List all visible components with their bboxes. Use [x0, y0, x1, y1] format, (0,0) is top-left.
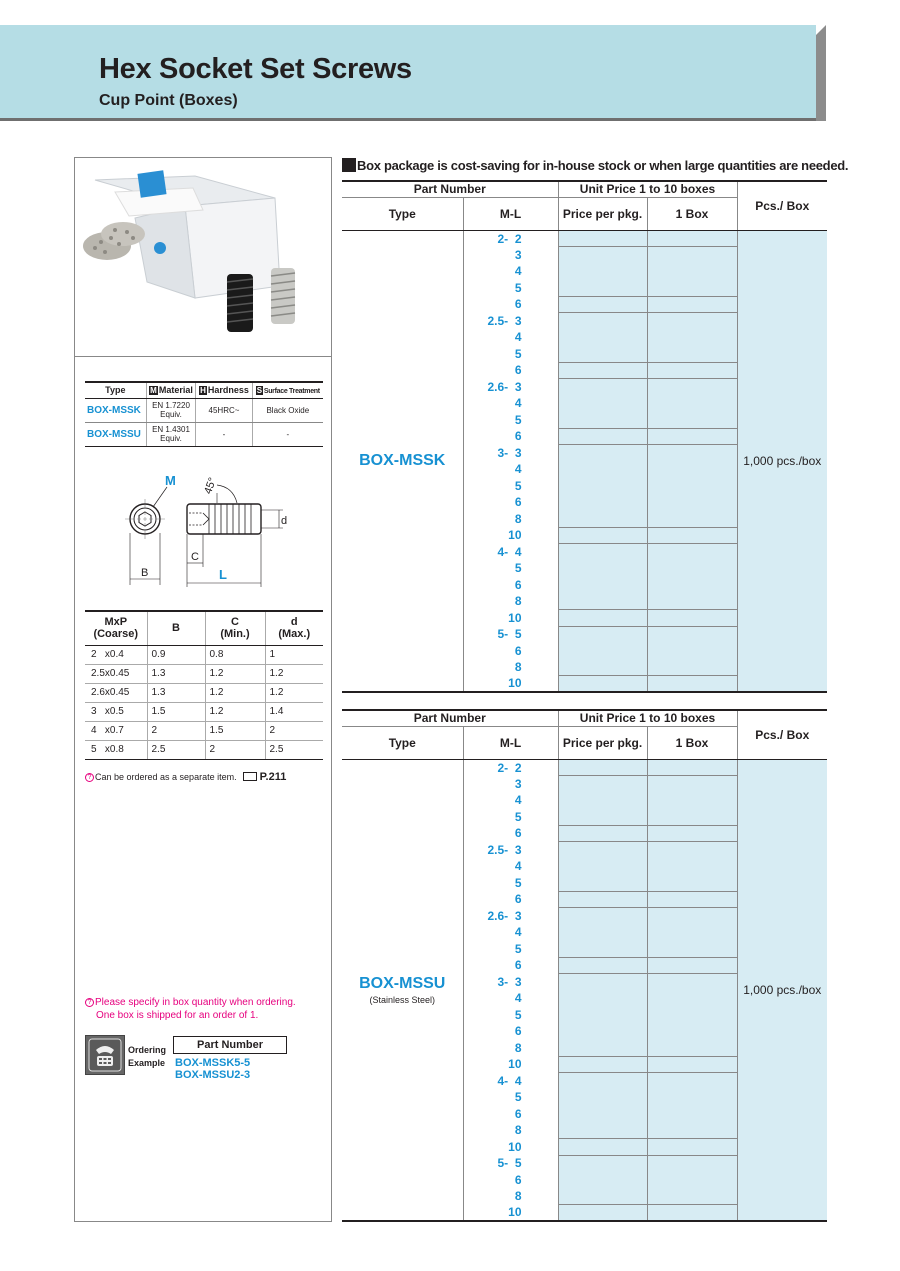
ml-value: 6	[463, 643, 558, 660]
dim-header-b: B	[147, 611, 205, 645]
spec-surface: Black Oxide	[252, 398, 323, 422]
one-box-price-cell	[647, 527, 737, 544]
ml-value: 5	[463, 1089, 558, 1106]
ml-value: 8	[463, 511, 558, 528]
dim-row: 5 x0.8 2.5 2 2.5	[85, 740, 323, 759]
price-per-pkg-cell	[558, 891, 647, 908]
spec-hardness: 45HRC~	[196, 398, 252, 422]
spec-row	[85, 398, 323, 422]
ml-value: 6	[463, 296, 558, 313]
ml-value: 6	[463, 1023, 558, 1040]
one-box-price-cell	[647, 776, 737, 826]
one-box-price-cell	[647, 1139, 737, 1156]
one-box-price-cell	[647, 362, 737, 379]
one-box-price-cell	[647, 428, 737, 445]
ml-value: 4	[463, 858, 558, 875]
price-per-pkg-cell	[558, 428, 647, 445]
ml-value: 4- 4	[463, 1073, 558, 1090]
phone-icon	[85, 1035, 125, 1075]
dim-row: 3 x0.5 1.5 1.2 1.4	[85, 702, 323, 721]
price-per-pkg-cell	[558, 676, 647, 693]
header-price-per-pkg: Price per pkg.	[558, 197, 647, 230]
price-per-pkg-cell	[558, 825, 647, 842]
ml-value: 5	[463, 412, 558, 429]
header-unit-price: Unit Price 1 to 10 boxes	[558, 710, 737, 726]
ml-value: 10	[463, 1056, 558, 1073]
ml-value: 6	[463, 428, 558, 445]
price-per-pkg-cell	[558, 842, 647, 892]
label-l: L	[219, 567, 227, 582]
ml-value: 4	[463, 990, 558, 1007]
ml-value: 4	[463, 395, 558, 412]
ordering-example: BOX-MSSK5-5	[175, 1057, 251, 1069]
ml-value: 10	[463, 610, 558, 627]
price-per-pkg-cell	[558, 247, 647, 297]
one-box-price-cell	[647, 1056, 737, 1073]
ml-value: 5	[463, 809, 558, 826]
price-per-pkg-cell	[558, 1139, 647, 1156]
price-row	[342, 759, 827, 776]
ml-value: 8	[463, 1122, 558, 1139]
pin-icon: ?	[85, 773, 94, 782]
one-box-price-cell	[647, 544, 737, 610]
spec-surface: -	[252, 422, 323, 446]
one-box-price-cell	[647, 842, 737, 892]
one-box-price-cell	[647, 1155, 737, 1205]
ml-value: 4	[463, 792, 558, 809]
one-box-price-cell	[647, 379, 737, 429]
box-quantity-note: ? Please specify in box quantity when ordering. One box is shipped for an order of 1.	[85, 996, 296, 1022]
label-d: d	[281, 515, 288, 527]
price-per-pkg-cell	[558, 776, 647, 826]
price-per-pkg-cell	[558, 362, 647, 379]
ml-value: 4	[463, 461, 558, 478]
label-m: M	[165, 473, 176, 488]
one-box-price-cell	[647, 445, 737, 528]
price-per-pkg-cell	[558, 544, 647, 610]
header-part-number: Part Number	[342, 710, 558, 726]
separate-item-note: ? Can be ordered as a separate item. P.211	[85, 771, 286, 783]
ml-value: 6	[463, 362, 558, 379]
pcs-per-box: 1,000 pcs./box	[737, 230, 827, 692]
ml-value: 5- 5	[463, 626, 558, 643]
spec-header-hardness: H Hardness	[196, 382, 252, 398]
spec-type: BOX-MSSU	[85, 422, 146, 446]
ml-value: 3- 3	[463, 445, 558, 462]
label-angle: 45°	[202, 475, 220, 496]
label-c: C	[191, 551, 199, 563]
spec-table	[85, 381, 323, 447]
one-box-price-cell	[647, 957, 737, 974]
ml-value: 2- 2	[463, 759, 558, 776]
ordering-examples	[175, 1057, 250, 1081]
ml-value: 4- 4	[463, 544, 558, 561]
price-per-pkg-cell	[558, 379, 647, 429]
dim-row: 4 x0.7 2 1.5 2	[85, 721, 323, 740]
ml-value: 5	[463, 941, 558, 958]
price-table-mssu	[342, 709, 827, 1222]
ml-value: 8	[463, 659, 558, 676]
price-per-pkg-cell	[558, 1056, 647, 1073]
page-subtitle: Cup Point (Boxes)	[99, 92, 238, 109]
spec-header-type: Type	[85, 382, 146, 398]
ordering-example-label: Ordering Example	[128, 1045, 167, 1068]
one-box-price-cell	[647, 825, 737, 842]
header-pcs-box: Pcs./ Box	[737, 181, 827, 230]
price-per-pkg-cell	[558, 527, 647, 544]
ml-value: 4	[463, 263, 558, 280]
ml-value: 5	[463, 346, 558, 363]
banner-corner	[816, 25, 826, 35]
one-box-price-cell	[647, 908, 737, 958]
spec-material: EN 1.4301 Equiv.	[146, 422, 196, 446]
ml-value: 4	[463, 924, 558, 941]
square-bullet-icon	[342, 158, 356, 172]
ml-value: 10	[463, 527, 558, 544]
page-title: Hex Socket Set Screws	[99, 53, 412, 85]
ml-value: 6	[463, 494, 558, 511]
one-box-price-cell	[647, 296, 737, 313]
header-one-box: 1 Box	[647, 197, 737, 230]
ml-value: 6	[463, 891, 558, 908]
spec-header-material: M Material	[146, 382, 196, 398]
dim-row: 2 x0.4 0.9 0.8 1	[85, 645, 323, 664]
price-per-pkg-cell	[558, 908, 647, 958]
price-per-pkg-cell	[558, 313, 647, 363]
product-photo	[75, 158, 331, 356]
pin-icon: ?	[85, 998, 94, 1007]
spec-material: EN 1.7220 Equiv.	[146, 398, 196, 422]
ml-value: 2- 2	[463, 230, 558, 247]
price-per-pkg-cell	[558, 230, 647, 247]
header-unit-price: Unit Price 1 to 10 boxes	[558, 181, 737, 197]
ml-value: 6	[463, 1172, 558, 1189]
ml-value: 5	[463, 875, 558, 892]
intro-text: Box package is cost-saving for in-house stock or when large quantities are needed.	[342, 158, 848, 173]
ml-value: 5	[463, 1007, 558, 1024]
ordering-example: BOX-MSSU2-3	[175, 1069, 251, 1081]
ml-value: 5	[463, 560, 558, 577]
ml-value: 2.5- 3	[463, 842, 558, 859]
one-box-price-cell	[647, 676, 737, 693]
type-label: BOX-MSSK	[342, 230, 463, 692]
ml-value: 8	[463, 1040, 558, 1057]
one-box-price-cell	[647, 1073, 737, 1139]
ml-value: 3	[463, 776, 558, 793]
header-type: Type	[342, 197, 463, 230]
page-ref-icon	[243, 772, 257, 781]
ml-value: 5- 5	[463, 1155, 558, 1172]
left-panel	[74, 157, 332, 1222]
header-type: Type	[342, 726, 463, 759]
ml-value: 2.6- 3	[463, 908, 558, 925]
photo-divider	[75, 356, 331, 357]
price-per-pkg-cell	[558, 957, 647, 974]
banner-edge	[816, 25, 826, 121]
price-per-pkg-cell	[558, 974, 647, 1057]
price-table-mssk	[342, 180, 827, 693]
header-pcs-box: Pcs./ Box	[737, 710, 827, 759]
dimension-table	[85, 610, 323, 760]
header-part-number: Part Number	[342, 181, 558, 197]
spec-header-surface: S Surface Treatment	[252, 382, 323, 398]
one-box-price-cell	[647, 1205, 737, 1222]
price-per-pkg-cell	[558, 1073, 647, 1139]
price-per-pkg-cell	[558, 610, 647, 627]
one-box-price-cell	[647, 247, 737, 297]
header-ml: M-L	[463, 726, 558, 759]
dim-row: 2.6x0.45 1.3 1.2 1.2	[85, 683, 323, 702]
ml-value: 10	[463, 676, 558, 693]
price-per-pkg-cell	[558, 1155, 647, 1205]
spec-hardness: -	[196, 422, 252, 446]
spec-type: BOX-MSSK	[85, 398, 146, 422]
dim-header-mxp: MxP (Coarse)	[85, 611, 147, 645]
one-box-price-cell	[647, 891, 737, 908]
label-b: B	[141, 567, 149, 579]
ml-value: 3	[463, 247, 558, 264]
price-per-pkg-cell	[558, 296, 647, 313]
page-ref[interactable]: P.211	[259, 771, 287, 783]
ml-value: 8	[463, 1188, 558, 1205]
type-label: BOX-MSSU (Stainless Steel)	[342, 759, 463, 1221]
ml-value: 5	[463, 280, 558, 297]
one-box-price-cell	[647, 626, 737, 676]
header-price-per-pkg: Price per pkg.	[558, 726, 647, 759]
one-box-price-cell	[647, 230, 737, 247]
price-per-pkg-cell	[558, 759, 647, 776]
dim-row: 2.5x0.45 1.3 1.2 1.2	[85, 664, 323, 683]
ml-value: 8	[463, 593, 558, 610]
one-box-price-cell	[647, 759, 737, 776]
ml-value: 6	[463, 957, 558, 974]
header-ml: M-L	[463, 197, 558, 230]
one-box-price-cell	[647, 974, 737, 1057]
one-box-price-cell	[647, 313, 737, 363]
price-per-pkg-cell	[558, 626, 647, 676]
ml-value: 2.6- 3	[463, 379, 558, 396]
spec-row	[85, 422, 323, 446]
header-one-box: 1 Box	[647, 726, 737, 759]
ml-value: 6	[463, 825, 558, 842]
ml-value: 4	[463, 329, 558, 346]
one-box-price-cell	[647, 610, 737, 627]
part-number-label: Part Number	[173, 1036, 287, 1054]
pcs-per-box: 1,000 pcs./box	[737, 759, 827, 1221]
dimension-drawing	[85, 463, 325, 598]
ml-value: 5	[463, 478, 558, 495]
ml-value: 6	[463, 577, 558, 594]
price-row	[342, 230, 827, 247]
ml-value: 3- 3	[463, 974, 558, 991]
ml-value: 2.5- 3	[463, 313, 558, 330]
ml-value: 6	[463, 1106, 558, 1123]
ml-value: 10	[463, 1205, 558, 1222]
price-per-pkg-cell	[558, 1205, 647, 1222]
dim-header-d: d (Max.)	[265, 611, 323, 645]
dim-header-c: C (Min.)	[205, 611, 265, 645]
ml-value: 10	[463, 1139, 558, 1156]
price-per-pkg-cell	[558, 445, 647, 528]
